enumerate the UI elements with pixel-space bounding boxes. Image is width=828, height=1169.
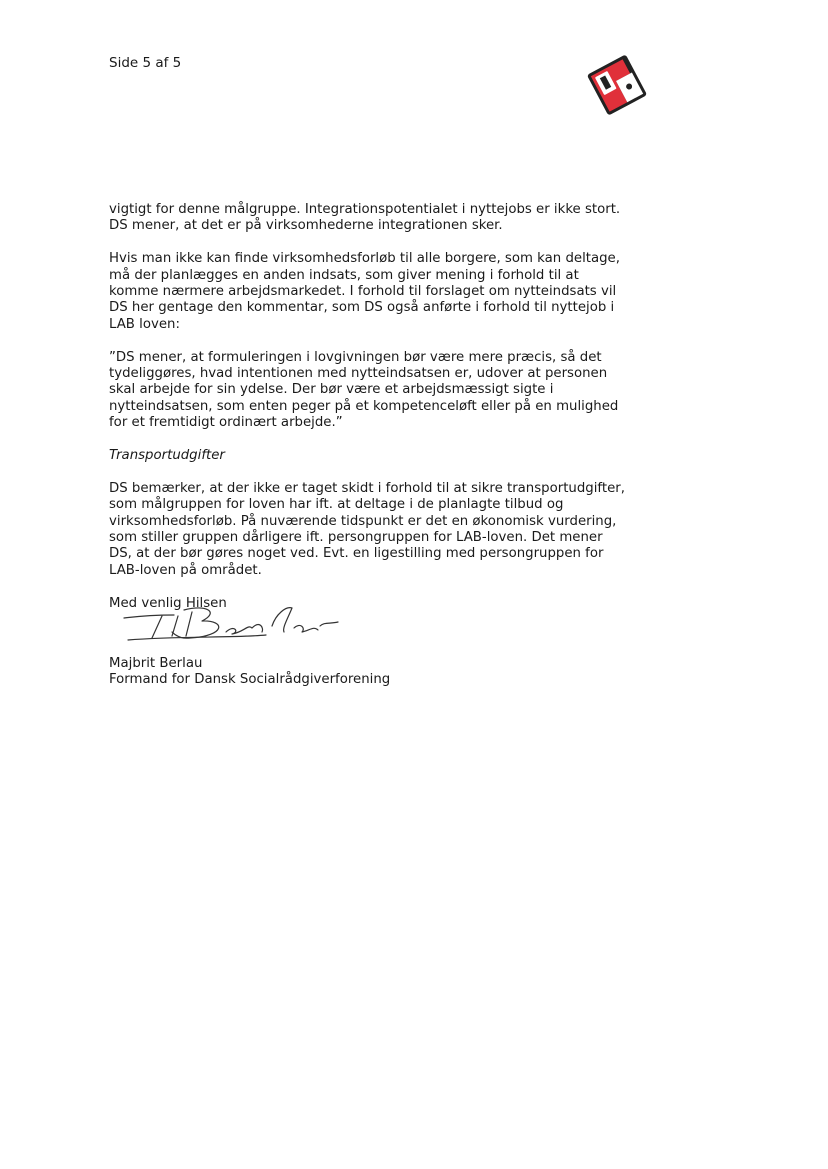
section-heading-transport: Transportudgifter [109,448,225,464]
signer-name: Majbrit Berlau [109,656,203,671]
closing-greeting: Med venlig Hilsen [109,595,227,611]
signer-title: Formand for Dansk Socialrådgiverforening [109,672,391,688]
quoted-comment: ”DS mener, at formuleringen i lovgivningen bør være mere præcis, så det tydeliggøres, hvad intentionen med nytteindsatsen er, udover at personen skal arbejde for sin ydelse. Der bør være et arbejdsmæssigt sigte i nytteindsatsen, som enten peger på et kompetenceløft eller på en mulighed for et fremtidigt ordinært arbejde.” [109,349,619,431]
page-number: Side 5 af 5 [109,55,182,71]
paragraph-integration: vigtigt for denne målgruppe. Integrationspotentialet i nyttejobs er ikke stort. DS mener, at det er på virksomhederne integrationen sker. [109,202,621,234]
handwritten-signature [116,602,346,646]
letter-body [109,202,629,612]
paragraph-transport: DS bemærker, at der ikke er taget skidt i forhold til at sikre transportudgifter, som målgruppen for loven har ift. at deltage i de planlagte tilbud og virksomhedsforløb. På nuværende tidspunkt er det en økonomisk vurdering, som stiller gruppen dårligere ift. persongruppen for LAB-loven. Det mener DS, at der bør gøres noget ved. Evt. en ligestilling med persongruppen for LAB-loven på området. [109,480,625,578]
signer-block [109,656,390,689]
paragraph-virksomhedsforloeb: Hvis man ikke kan finde virksomhedsforløb til alle borgere, som kan deltage, må der planlægges en anden indsats, som giver mening i forhold til at komme nærmere arbejdsmarkedet. I forhold til forslaget om nytteindsats vil DS her gentage den kommentar, som DS også anførte i forhold til nyttejob i LAB loven: [109,251,620,332]
organization-logo-icon [585,54,649,116]
